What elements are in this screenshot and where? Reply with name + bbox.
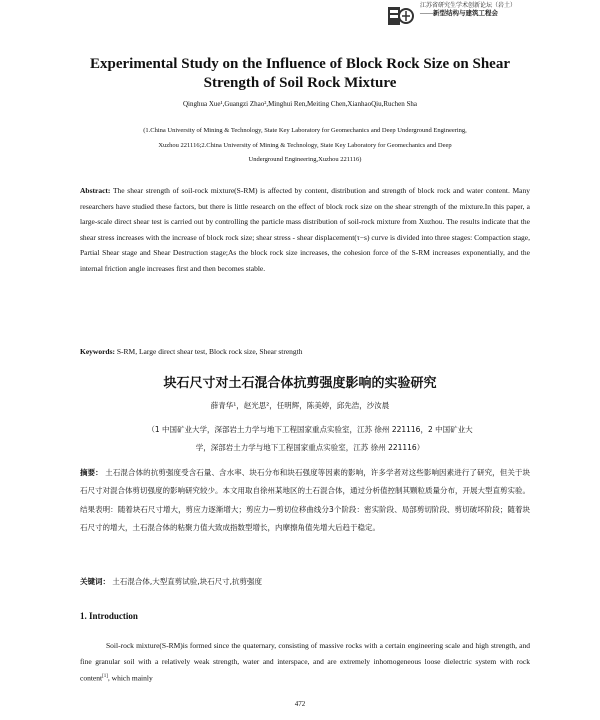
keywords (80, 344, 530, 360)
abstract (80, 183, 530, 276)
intro-tail: , which mainly (107, 673, 153, 683)
chinese-abstract-text: 土石混合体的抗剪强度受含石量、含水率、块石分布和块石强度等因素的影响，许多学者对这些影响因素进行了研究，但关于块石尺寸对混合体剪切强度的影响研究较少。本文用取自徐州某地区的土石混合体，通过分析值控制其颗粒质量分布，开展大型直剪实验。结果表明：随着块石尺寸增大，剪应力逐渐增大；剪应力—剪切位移曲线分3个阶段：密实阶段、局部剪切阶段、剪切破坏阶段；随着块石尺寸的增大，土石混合体的粘聚力值大致成指数型增长，内摩擦角值先增大后趋于稳定。 (80, 468, 531, 532)
affiliation-line-1: (1.China University of Mining & Technology, State Key Laboratory for Geomechanics and Deep Underground Engineering, (143, 127, 467, 134)
intro-text: Soil-rock mixture(S-RM)is formed since the quaternary, consisting of massive rocks with a certain engineering scale and high strength, and fine granular soil with a relatively weak strength, water and interspace, and are extremely inhomogeneous loose dielectric system with rock content (80, 641, 530, 683)
paper-title-line-2: Strength of Soil Rock Mixture (203, 75, 397, 91)
affiliation-line-3: Underground Engineering,Xuzhou 221116) (248, 156, 362, 163)
paper-title (40, 55, 560, 93)
chinese-affiliation-line-1: （1 中国矿业大学，深部岩土力学与地下工程国家重点实验室，江苏 徐州 221116，2 中国矿业大 (147, 425, 473, 434)
header-line-2: ——新型结构与建筑工程会 (420, 10, 498, 17)
author-list: Qinghua Xue¹,Guangzi Zhao²,Minghui Ren,Meiting Chen,XianhaoQiu,Ruchen Sha (183, 100, 417, 108)
section-heading-introduction: 1. Introduction (80, 611, 138, 621)
chinese-affiliations (90, 421, 530, 457)
abstract-text: The shear strength of soil-rock mixture(S-RM) is affected by content, distribution and strength of block rock and water content. Many researchers have studied these factors, but there is little research on the effect of block rock size on the shear strength of the mixture.In this paper, a large-scale direct shear test is carried out by controlling the particle mass distribution of soil-rock mixture from Xuzhou. The results indicate that the shear stress increases with the increase of block rock size; shear stress - shear displacement(τ−s) curve is divided into three stages: Compaction stage, Partial Shear stage and Shear Destruction stage;As the block rock size increases, the cohesion force of the S-RM increases exponentially, and the internal friction angle increases first and then becomes stable. (80, 186, 530, 273)
affiliations (90, 124, 520, 168)
header-line-1: 江苏省研究生学术创新论坛（岩土） (420, 3, 517, 9)
citation-ref: [1] (102, 674, 108, 679)
chinese-keywords (80, 576, 530, 587)
introduction-paragraph (80, 638, 530, 686)
chinese-keywords-text: 土石混合体,大型直剪试验,块石尺寸,抗剪强度 (112, 577, 263, 586)
affiliation-line-2: Xuzhou 221116;2.China University of Mining & Technology, State Key Laboratory for Geomechanics and Deep (158, 141, 452, 149)
keywords-text: S-RM, Large direct shear test, Block rock size, Shear strength (116, 347, 303, 356)
conference-logo (386, 4, 416, 28)
chinese-title: 块石尺寸对土石混合体抗剪强度影响的实验研究 (163, 376, 437, 391)
keywords-label: Keywords: (80, 347, 115, 356)
page-number: 472 (294, 700, 306, 708)
logo-graphic-icon (386, 4, 416, 28)
chinese-abstract (80, 464, 530, 537)
chinese-keywords-label: 关键词： (80, 577, 110, 586)
paper-title-line-1: Experimental Study on the Influence of Block Rock Size on Shear (89, 56, 510, 72)
conference-header (420, 2, 570, 18)
chinese-affiliation-line-2: 学，深部岩土力学与地下工程国家重点实验室，江苏 徐州 221116） (195, 443, 425, 452)
chinese-author-list: 薛青华¹，赵光思²，任明辉，陈美婷，邱先浩，沙汝晨 (210, 401, 390, 410)
chinese-abstract-label: 摘要： (80, 468, 103, 477)
abstract-label: Abstract: (80, 186, 111, 195)
